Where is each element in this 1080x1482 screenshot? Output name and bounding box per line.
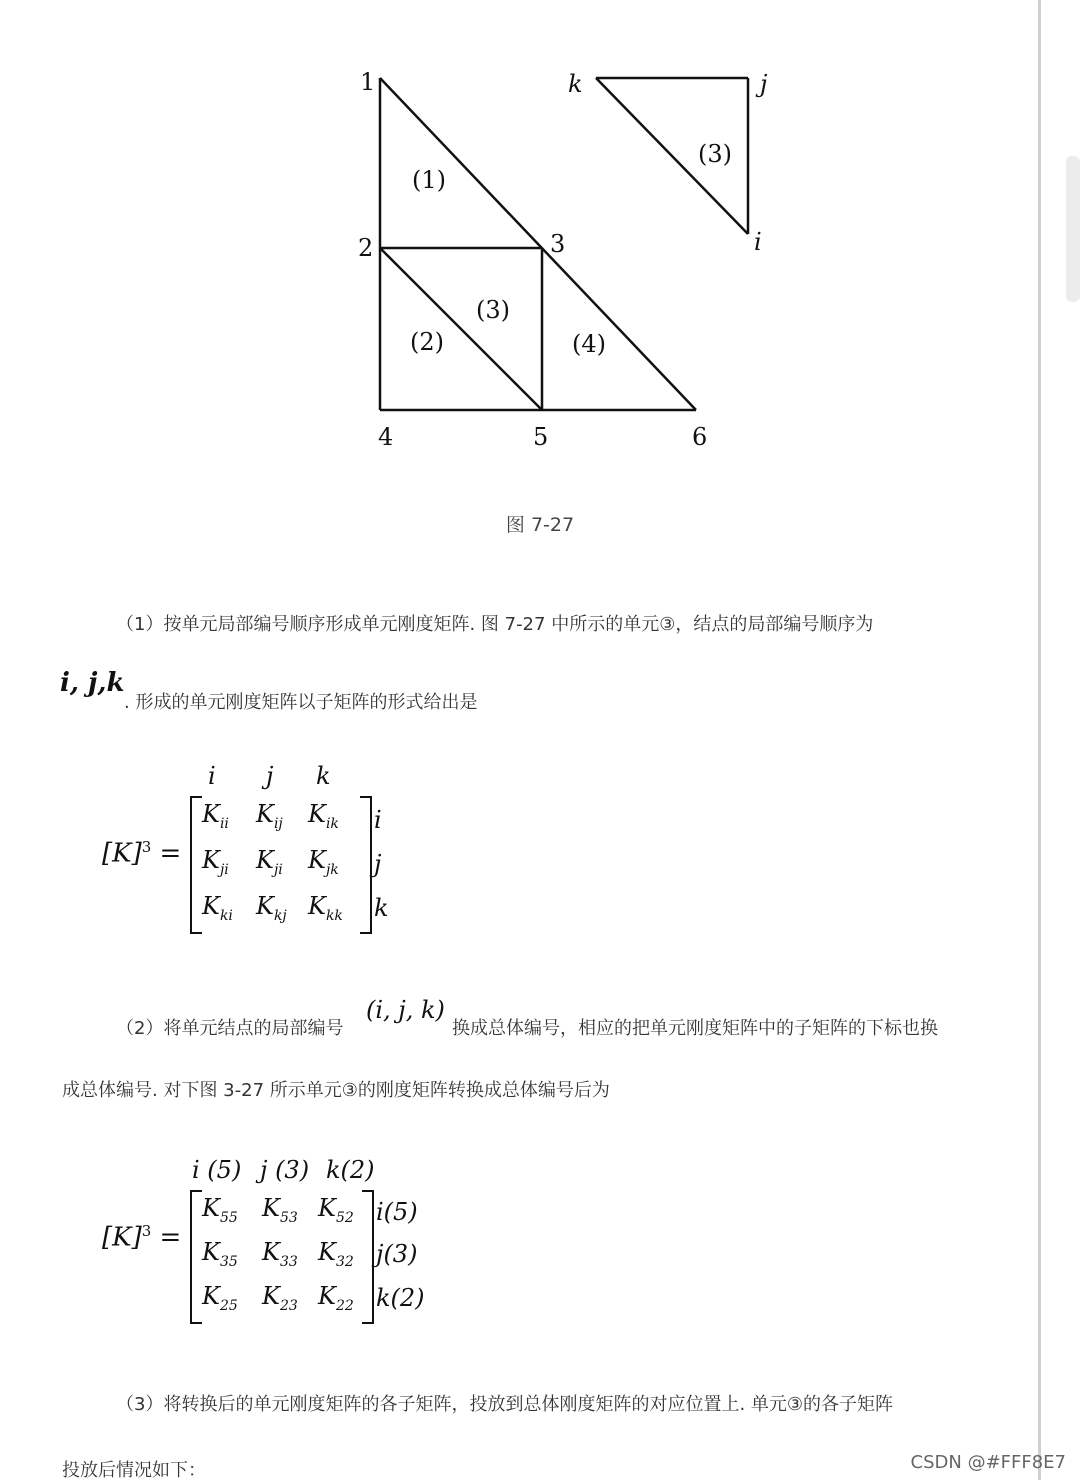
matrix-1-cell: $K_{jk}$ xyxy=(308,846,339,878)
edge-1-6 xyxy=(380,78,696,410)
element-label-1: (1) xyxy=(412,166,446,194)
matrix-2-row-label-k: k(2) xyxy=(376,1284,425,1312)
matrix-2-col-j: j (3) xyxy=(260,1156,310,1184)
element-label-4: (4) xyxy=(572,330,606,358)
local-element-label: (3) xyxy=(698,140,732,168)
matrix-2-lhs: $[K]^3$ = xyxy=(102,1222,182,1253)
element-label-2: (2) xyxy=(410,328,444,356)
matrix-1-col-i: i xyxy=(208,762,216,790)
para3-line2: 投放后情况如下： xyxy=(62,1460,206,1481)
para2-ijk: (i, j, k) xyxy=(366,996,445,1024)
figure-caption: 图 7-27 xyxy=(505,514,575,536)
matrix-1-col-k: k xyxy=(316,762,331,790)
matrix-2-left-bracket xyxy=(190,1190,202,1324)
mesh-figure xyxy=(0,0,1080,500)
edge-2-5 xyxy=(380,248,542,410)
matrix-2-cell: $K_{22}$ xyxy=(318,1282,354,1314)
matrix-1-col-j: j xyxy=(266,762,274,790)
matrix-2-col-i: i (5) xyxy=(192,1156,242,1184)
node-label-4: 4 xyxy=(378,423,394,451)
matrix-2-row-label-i: i(5) xyxy=(376,1198,418,1226)
matrix-2-cell: $K_{33}$ xyxy=(262,1238,298,1270)
matrix-1-cell: $K_{ji}$ xyxy=(256,846,283,878)
matrix-2-cell: $K_{25}$ xyxy=(202,1282,238,1314)
matrix-2-row-label-j: j(3) xyxy=(376,1240,418,1268)
para1-line1: （1）按单元局部编号顺序形成单元刚度矩阵. 图 7-27 中所示的单元③，结点的局部编号顺序为 xyxy=(116,614,874,635)
para1-line2: . 形成的单元刚度矩阵以子矩阵的形式给出是 xyxy=(124,692,478,713)
local-node-j: j xyxy=(760,70,768,98)
matrix-2-cell: $K_{35}$ xyxy=(202,1238,238,1270)
matrix-1-cell: $K_{kk}$ xyxy=(308,892,343,924)
node-label-6: 6 xyxy=(692,423,708,451)
node-label-1: 1 xyxy=(360,68,376,96)
matrix-1-lhs: $[K]^3$ = xyxy=(102,838,182,869)
matrix-1-cell: $K_{ji}$ xyxy=(202,846,229,878)
para2-before: （2）将单元结点的局部编号 xyxy=(116,1018,344,1039)
node-label-2: 2 xyxy=(358,234,374,262)
scrollbar-thumb[interactable] xyxy=(1066,156,1080,302)
matrix-2-right-bracket xyxy=(362,1190,374,1324)
page-edge-divider xyxy=(1038,0,1041,1480)
node-label-5: 5 xyxy=(533,423,549,451)
matrix-1-cell: $K_{ik}$ xyxy=(308,800,339,832)
element-label-3: (3) xyxy=(476,296,510,324)
matrix-2-cell: $K_{32}$ xyxy=(318,1238,354,1270)
matrix-2-cell: $K_{53}$ xyxy=(262,1194,298,1226)
para3-line1: （3）将转换后的单元刚度矩阵的各子矩阵，投放到总体刚度矩阵的对应位置上. 单元③的各子矩阵 xyxy=(116,1394,894,1415)
matrix-2-cell: $K_{23}$ xyxy=(262,1282,298,1314)
para1-ijk: i, j,k xyxy=(60,668,125,698)
matrix-1-row-label-j: j xyxy=(374,850,382,878)
matrix-1-right-bracket xyxy=(360,796,372,934)
matrix-1-cell: $K_{ii}$ xyxy=(202,800,229,832)
local-node-k: k xyxy=(568,70,583,98)
matrix-1-row-label-i: i xyxy=(374,806,382,834)
watermark: CSDN @#FFF8E7 xyxy=(910,1452,1066,1473)
matrix-2-cell: $K_{55}$ xyxy=(202,1194,238,1226)
matrix-2-cell: $K_{52}$ xyxy=(318,1194,354,1226)
matrix-1-cell: $K_{kj}$ xyxy=(256,892,287,924)
node-label-3: 3 xyxy=(550,230,566,258)
local-node-i: i xyxy=(754,228,762,256)
matrix-1-left-bracket xyxy=(190,796,202,934)
matrix-2-col-k: k(2) xyxy=(326,1156,375,1184)
matrix-1-cell: $K_{ij}$ xyxy=(256,800,283,832)
matrix-1-row-label-k: k xyxy=(374,894,389,922)
para2-line2: 成总体编号. 对下图 3-27 所示单元③的刚度矩阵转换成总体编号后为 xyxy=(62,1080,610,1101)
matrix-1-cell: $K_{ki}$ xyxy=(202,892,233,924)
para2-after: 换成总体编号，相应的把单元刚度矩阵中的子矩阵的下标也换 xyxy=(452,1018,938,1039)
